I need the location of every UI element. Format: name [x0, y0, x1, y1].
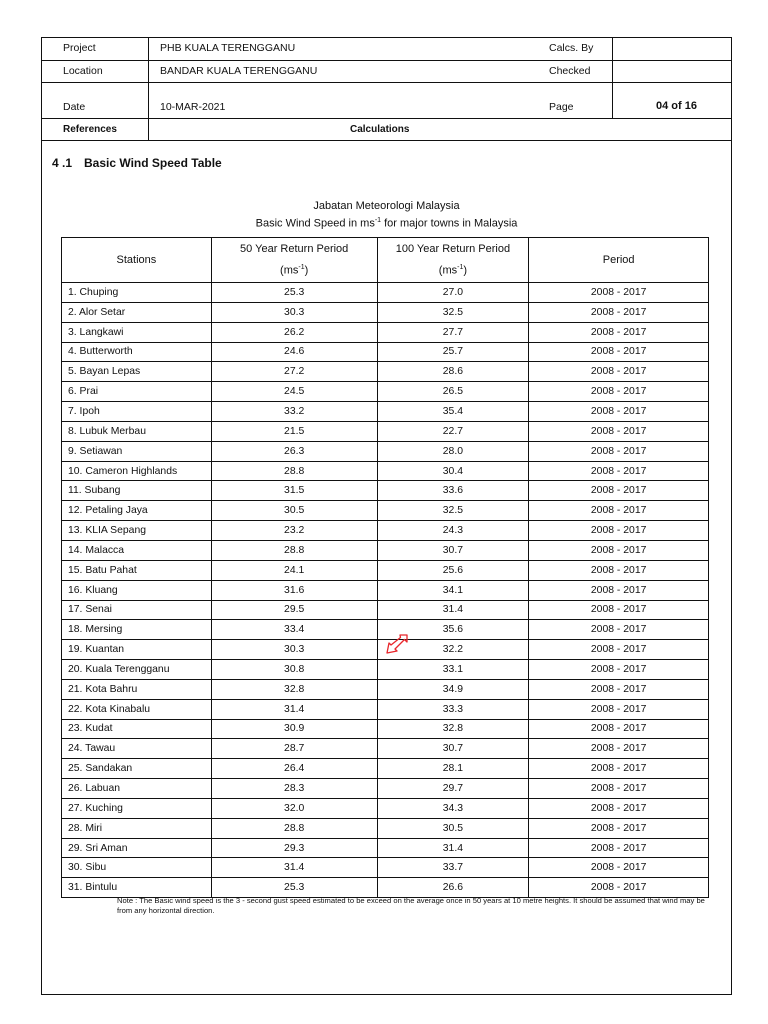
- wind-speed-table: [61, 237, 709, 898]
- station-cell: 5. Bayan Lepas: [62, 362, 212, 382]
- period-cell: 2008 - 2017: [529, 739, 709, 759]
- station-cell: 25. Sandakan: [62, 759, 212, 779]
- table-row: [62, 858, 709, 878]
- header-divider-right: [612, 38, 613, 119]
- station-cell: 26. Labuan: [62, 779, 212, 799]
- period-cell: 2008 - 2017: [529, 481, 709, 501]
- period-cell: 2008 - 2017: [529, 402, 709, 422]
- station-cell: 15. Batu Pahat: [62, 560, 212, 580]
- period-cell: 2008 - 2017: [529, 719, 709, 739]
- red-outline-arrow-icon: [386, 634, 408, 654]
- speed-100-cell: 34.1: [377, 580, 529, 600]
- station-cell: 12. Petaling Jaya: [62, 501, 212, 521]
- date-value: 10-MAR-2021: [160, 101, 226, 113]
- speed-50-cell: 30.8: [211, 660, 377, 680]
- col-header-50-year: 50 Year Return Period $(ms^{-1})$: [211, 238, 377, 283]
- table-row: [62, 302, 709, 322]
- table-row: [62, 441, 709, 461]
- table-row: [62, 421, 709, 441]
- calculations-label: Calculations: [350, 124, 410, 135]
- table-row: [62, 699, 709, 719]
- station-cell: 27. Kuching: [62, 798, 212, 818]
- speed-100-cell: 28.6: [377, 362, 529, 382]
- col-header-period: Period: [529, 238, 709, 283]
- table-body: [62, 283, 709, 898]
- table-row: [62, 501, 709, 521]
- table-row: [62, 283, 709, 303]
- speed-50-cell: 31.4: [211, 699, 377, 719]
- speed-100-cell: 31.4: [377, 600, 529, 620]
- speed-50-cell: 23.2: [211, 521, 377, 541]
- station-cell: 24. Tawau: [62, 739, 212, 759]
- caption-line-1: Jabatan Meteorologi Malaysia: [313, 200, 460, 212]
- speed-100-cell: 35.6: [377, 620, 529, 640]
- station-cell: 13. KLIA Sepang: [62, 521, 212, 541]
- caption-line-2: Basic Wind Speed in $ms^{-1}$ for major towns in Malaysia: [255, 217, 518, 230]
- station-cell: 10. Cameron Highlands: [62, 461, 212, 481]
- table-row: [62, 342, 709, 362]
- table-row: [62, 838, 709, 858]
- checked-label: Checked: [549, 65, 591, 77]
- header-row-references: [42, 119, 731, 141]
- project-label: Project: [63, 42, 96, 54]
- station-cell: 19. Kuantan: [62, 640, 212, 660]
- station-cell: 23. Kudat: [62, 719, 212, 739]
- page-label: Page: [549, 101, 574, 113]
- speed-50-cell: 31.6: [211, 580, 377, 600]
- table-row: [62, 620, 709, 640]
- period-cell: 2008 - 2017: [529, 421, 709, 441]
- speed-100-cell: 33.7: [377, 858, 529, 878]
- speed-100-cell: 28.0: [377, 441, 529, 461]
- speed-50-cell: 26.3: [211, 441, 377, 461]
- speed-50-cell: 28.7: [211, 739, 377, 759]
- station-cell: 31. Bintulu: [62, 878, 212, 898]
- period-cell: 2008 - 2017: [529, 362, 709, 382]
- speed-100-cell: 31.4: [377, 838, 529, 858]
- speed-100-cell: 32.5: [377, 302, 529, 322]
- speed-50-cell: 26.4: [211, 759, 377, 779]
- table-row: [62, 402, 709, 422]
- table-row: [62, 759, 709, 779]
- date-label: Date: [63, 101, 86, 113]
- speed-50-cell: 27.2: [211, 362, 377, 382]
- speed-100-cell: 32.5: [377, 501, 529, 521]
- speed-50-cell: 30.9: [211, 719, 377, 739]
- table-row: [62, 679, 709, 699]
- speed-50-cell: 21.5: [211, 421, 377, 441]
- speed-50-cell: 30.3: [211, 640, 377, 660]
- speed-100-cell: 25.7: [377, 342, 529, 362]
- station-cell: 4. Butterworth: [62, 342, 212, 362]
- period-cell: 2008 - 2017: [529, 818, 709, 838]
- period-cell: 2008 - 2017: [529, 798, 709, 818]
- station-cell: 6. Prai: [62, 382, 212, 402]
- speed-50-cell: 26.2: [211, 322, 377, 342]
- period-cell: 2008 - 2017: [529, 441, 709, 461]
- speed-50-cell: 24.5: [211, 382, 377, 402]
- speed-50-cell: 29.5: [211, 600, 377, 620]
- speed-100-cell: 28.1: [377, 759, 529, 779]
- table-row: [62, 719, 709, 739]
- speed-100-cell: 27.0: [377, 283, 529, 303]
- period-cell: 2008 - 2017: [529, 540, 709, 560]
- period-cell: 2008 - 2017: [529, 580, 709, 600]
- location-label: Location: [63, 65, 103, 77]
- speed-100-cell: 32.8: [377, 719, 529, 739]
- period-cell: 2008 - 2017: [529, 620, 709, 640]
- table-row: [62, 798, 709, 818]
- table-row: [62, 540, 709, 560]
- station-cell: 28. Miri: [62, 818, 212, 838]
- page-value: 04 of 16: [656, 100, 697, 112]
- period-cell: 2008 - 2017: [529, 679, 709, 699]
- period-cell: 2008 - 2017: [529, 699, 709, 719]
- period-cell: 2008 - 2017: [529, 759, 709, 779]
- speed-100-cell: 25.6: [377, 560, 529, 580]
- speed-100-cell: 29.7: [377, 779, 529, 799]
- speed-100-cell: 33.6: [377, 481, 529, 501]
- speed-100-cell: 22.7: [377, 421, 529, 441]
- speed-100-cell: 30.4: [377, 461, 529, 481]
- period-cell: 2008 - 2017: [529, 461, 709, 481]
- station-cell: 20. Kuala Terengganu: [62, 660, 212, 680]
- period-cell: 2008 - 2017: [529, 779, 709, 799]
- speed-100-cell: 30.7: [377, 540, 529, 560]
- period-cell: 2008 - 2017: [529, 302, 709, 322]
- table-row: [62, 362, 709, 382]
- station-cell: 14. Malacca: [62, 540, 212, 560]
- table-row: [62, 461, 709, 481]
- header-row-date: [42, 83, 731, 119]
- table-row: [62, 660, 709, 680]
- station-cell: 17. Senai: [62, 600, 212, 620]
- speed-50-cell: 31.5: [211, 481, 377, 501]
- station-cell: 7. Ipoh: [62, 402, 212, 422]
- col-header-stations: Stations: [62, 238, 212, 283]
- table-row: [62, 878, 709, 898]
- section-title: Basic Wind Speed Table: [84, 156, 222, 170]
- speed-100-cell: 34.3: [377, 798, 529, 818]
- speed-50-cell: 28.8: [211, 818, 377, 838]
- period-cell: 2008 - 2017: [529, 521, 709, 541]
- calculation-sheet: [41, 37, 732, 995]
- table-row: [62, 382, 709, 402]
- speed-50-cell: 31.4: [211, 858, 377, 878]
- speed-100-cell: 30.7: [377, 739, 529, 759]
- speed-100-cell: 35.4: [377, 402, 529, 422]
- station-cell: 9. Setiawan: [62, 441, 212, 461]
- col-header-100-year: 100 Year Return Period $(ms^{-1})$: [377, 238, 529, 283]
- speed-50-cell: 32.8: [211, 679, 377, 699]
- speed-100-cell: 33.3: [377, 699, 529, 719]
- speed-50-cell: 29.3: [211, 838, 377, 858]
- period-cell: 2008 - 2017: [529, 283, 709, 303]
- speed-100-cell: 30.5: [377, 818, 529, 838]
- speed-50-cell: 24.1: [211, 560, 377, 580]
- speed-50-cell: 30.5: [211, 501, 377, 521]
- period-cell: 2008 - 2017: [529, 838, 709, 858]
- period-cell: 2008 - 2017: [529, 342, 709, 362]
- station-cell: 29. Sri Aman: [62, 838, 212, 858]
- table-row: [62, 521, 709, 541]
- period-cell: 2008 - 2017: [529, 858, 709, 878]
- table-row: [62, 818, 709, 838]
- header-row-project: [42, 38, 731, 61]
- section-number: 4 .1: [52, 156, 73, 170]
- speed-50-cell: 25.3: [211, 283, 377, 303]
- references-label: References: [63, 124, 117, 135]
- table-row: [62, 640, 709, 660]
- header-row-location: [42, 61, 731, 83]
- table-row: [62, 739, 709, 759]
- speed-50-cell: 24.6: [211, 342, 377, 362]
- table-row: [62, 560, 709, 580]
- location-value: BANDAR KUALA TERENGGANU: [160, 65, 318, 77]
- header-divider-left: [148, 38, 149, 141]
- station-cell: 8. Lubuk Merbau: [62, 421, 212, 441]
- speed-50-cell: 33.4: [211, 620, 377, 640]
- period-cell: 2008 - 2017: [529, 600, 709, 620]
- section-heading: [52, 156, 222, 170]
- station-cell: 1. Chuping: [62, 283, 212, 303]
- period-cell: 2008 - 2017: [529, 878, 709, 898]
- speed-100-cell: 26.6: [377, 878, 529, 898]
- period-cell: 2008 - 2017: [529, 322, 709, 342]
- period-cell: 2008 - 2017: [529, 660, 709, 680]
- speed-100-cell: 32.2: [377, 640, 529, 660]
- station-cell: 11. Subang: [62, 481, 212, 501]
- table-header-row: [62, 238, 709, 283]
- speed-100-cell: 26.5: [377, 382, 529, 402]
- speed-100-cell: 33.1: [377, 660, 529, 680]
- speed-50-cell: 28.8: [211, 461, 377, 481]
- speed-50-cell: 30.3: [211, 302, 377, 322]
- speed-50-cell: 28.3: [211, 779, 377, 799]
- period-cell: 2008 - 2017: [529, 382, 709, 402]
- speed-100-cell: 24.3: [377, 521, 529, 541]
- calcs-by-label: Calcs. By: [549, 42, 594, 54]
- station-cell: 16. Kluang: [62, 580, 212, 600]
- period-cell: 2008 - 2017: [529, 560, 709, 580]
- station-cell: 2. Alor Setar: [62, 302, 212, 322]
- speed-50-cell: 32.0: [211, 798, 377, 818]
- period-cell: 2008 - 2017: [529, 501, 709, 521]
- speed-50-cell: 33.2: [211, 402, 377, 422]
- footnote: Note : The Basic wind speed is the 3 - second gust speed estimated to be exceed on the average once in 50 years at 10 metre heights. It should be assumed that wind may be from any horizontal direction.: [117, 896, 705, 915]
- speed-100-cell: 34.9: [377, 679, 529, 699]
- station-cell: 3. Langkawi: [62, 322, 212, 342]
- station-cell: 21. Kota Bahru: [62, 679, 212, 699]
- table-row: [62, 322, 709, 342]
- period-cell: 2008 - 2017: [529, 640, 709, 660]
- station-cell: 18. Mersing: [62, 620, 212, 640]
- table-row: [62, 580, 709, 600]
- speed-50-cell: 28.8: [211, 540, 377, 560]
- speed-50-cell: 25.3: [211, 878, 377, 898]
- table-row: [62, 779, 709, 799]
- table-row: [62, 481, 709, 501]
- table-row: [62, 600, 709, 620]
- station-cell: 22. Kota Kinabalu: [62, 699, 212, 719]
- project-value: PHB KUALA TERENGGANU: [160, 42, 296, 54]
- station-cell: 30. Sibu: [62, 858, 212, 878]
- speed-100-cell: 27.7: [377, 322, 529, 342]
